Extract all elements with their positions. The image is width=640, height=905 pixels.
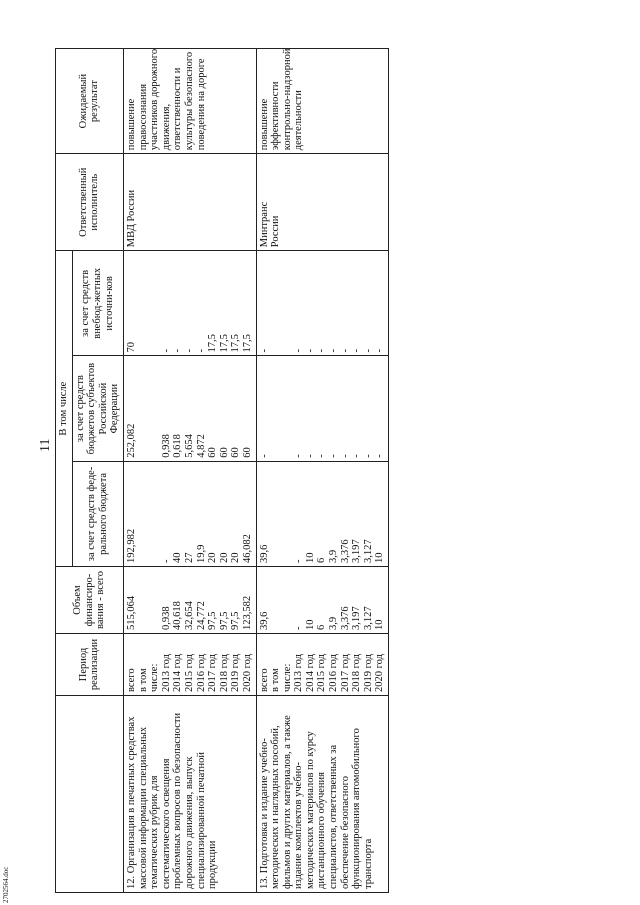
responsible-header: Ответственный исполнитель xyxy=(56,154,124,251)
activity-cell-line: методических и наглядных пособий, xyxy=(270,725,282,889)
activity-cell-line: дорожного движения, выпуск xyxy=(183,756,195,889)
result-cell xyxy=(256,49,389,154)
extrabudget-cell-line xyxy=(149,254,161,352)
period-cell-line: в том xyxy=(137,668,149,692)
result-header: Ожидаемый результат xyxy=(56,49,124,154)
period-cell-line: всего xyxy=(258,668,270,692)
regional-cell-line: - xyxy=(362,454,374,458)
regional-cell-line: - xyxy=(258,454,270,458)
extrabudget-cell-line: - xyxy=(339,349,351,353)
result-cell-line: контрольно-надзорной xyxy=(281,48,293,151)
extrabudget-cell-line: - xyxy=(183,349,195,353)
total-cell-line: 97,5 xyxy=(218,611,230,630)
total-cell-line: 10 xyxy=(304,619,316,630)
regional-cell-line xyxy=(270,360,282,458)
period-cell xyxy=(123,634,256,696)
total-cell-line xyxy=(149,570,161,630)
federal-cell-line: 19,9 xyxy=(195,544,207,563)
period-cell-line: 2016 год xyxy=(328,654,340,692)
period-cell-line: в том xyxy=(270,668,282,692)
extrabudget-cell xyxy=(123,251,256,356)
total-cell-line xyxy=(270,570,282,630)
federal-cell-line: 3,376 xyxy=(339,539,351,563)
activity-cell-line: издание комплектов учебно- xyxy=(293,761,305,889)
total-cell-line: 3,127 xyxy=(362,606,374,630)
result-cell-line: движения, xyxy=(160,103,172,151)
activity-cell-line: специалистов, ответственных за xyxy=(328,744,340,889)
federal-cell-line: 40 xyxy=(172,552,184,563)
federal-cell-line xyxy=(282,465,294,563)
page-number: 11 xyxy=(38,438,53,452)
federal-cell-line xyxy=(270,465,282,563)
result-cell-line: деятельности xyxy=(293,90,305,151)
total-cell-line: 97,5 xyxy=(207,611,219,630)
activity-cell-line: методических материалов по курсу xyxy=(304,731,316,889)
regional-cell-line: 60 xyxy=(218,447,230,458)
financing-table-sheet xyxy=(55,48,630,893)
total-cell-line: 0,938 xyxy=(160,606,172,630)
period-cell-line: 2015 год xyxy=(183,654,195,692)
period-cell-line: числе: xyxy=(149,663,161,692)
result-cell xyxy=(123,49,256,154)
federal-cell-line: 3,127 xyxy=(362,539,374,563)
total-cell-line: 6 xyxy=(316,624,328,630)
regional-cell-line: - xyxy=(374,454,386,458)
total-cell xyxy=(256,567,389,634)
result-cell-line: повышение xyxy=(258,98,270,151)
federal-cell xyxy=(123,461,256,566)
period-cell-line: 2013 год xyxy=(293,654,305,692)
extrabudget-cell-line: - xyxy=(304,349,316,353)
extrabudget-cell-line: 17,5 xyxy=(207,334,219,353)
extrabudget-cell-line: - xyxy=(172,349,184,353)
regional-cell-line: - xyxy=(351,454,363,458)
extrabudget-cell-line: 17,5 xyxy=(230,334,242,353)
including-header: В том числе xyxy=(56,251,73,567)
activity-cell-line: продукции xyxy=(207,840,219,889)
federal-cell-line: 3,9 xyxy=(328,549,340,563)
file-name: 2702564.doc xyxy=(2,866,10,903)
period-cell-line: 2018 год xyxy=(218,654,230,692)
federal-cell-line xyxy=(138,465,150,563)
activity-cell-line: тематических рубрик для xyxy=(149,775,161,889)
extrabudget-cell-line: - xyxy=(316,349,328,353)
regional-cell-line: - xyxy=(304,454,316,458)
federal-cell-line: 3,197 xyxy=(351,539,363,563)
period-cell-line: 2015 год xyxy=(316,654,328,692)
period-cell-line: 2016 год xyxy=(195,654,207,692)
extrabudget-cell-line: - xyxy=(374,349,386,353)
activity-cell-line: дистанционного обучения xyxy=(316,772,328,889)
total-cell-line: 24,772 xyxy=(195,601,207,630)
total-cell xyxy=(123,567,256,634)
result-cell-line: участников дорожного xyxy=(149,48,161,151)
activity-cell-line: фильмов и других материалов, а также xyxy=(281,715,293,889)
extrabudget-cell-line: - xyxy=(160,349,172,353)
result-cell-line: эффективности xyxy=(270,81,282,151)
federal-cell-line: 20 xyxy=(218,552,230,563)
regional-cell-line: - xyxy=(293,454,305,458)
period-cell xyxy=(256,634,389,696)
activity-cell-line: 12. Организация в печатных средствах xyxy=(125,716,137,889)
total-cell-line: 40,618 xyxy=(172,601,184,630)
federal-cell-line: - xyxy=(293,559,305,563)
extrabudget-cell-line: - xyxy=(293,349,305,353)
extrabudget-cell-line: - xyxy=(195,349,207,353)
activity-cell xyxy=(123,696,256,893)
activity-cell-line: функционирования автомобильного xyxy=(351,728,363,889)
regional-cell-line: 60 xyxy=(207,447,219,458)
extrabudget-cell-line: 17,5 xyxy=(218,334,230,353)
regional-cell-line: 5,654 xyxy=(183,434,195,458)
regional-cell-line: - xyxy=(339,454,351,458)
responsible-cell xyxy=(123,154,256,251)
extrabudget-cell xyxy=(256,251,389,356)
table-row xyxy=(256,49,389,893)
federal-cell-line: 39,6 xyxy=(258,544,270,563)
total-cell-line xyxy=(282,570,294,630)
result-cell-line: культуры безопасного xyxy=(183,51,195,151)
period-cell-line: числе: xyxy=(281,663,293,692)
extrabudget-cell-line: - xyxy=(258,349,270,353)
activity-cell-line: обеспечение безопасного xyxy=(339,776,351,889)
result-cell-line: правосознания xyxy=(137,83,149,151)
activity-cell-line: специализированной печатной xyxy=(195,751,207,889)
total-cell-line: 39,6 xyxy=(258,611,270,630)
total-cell-line: 3,9 xyxy=(328,616,340,630)
regional-cell-line: - xyxy=(328,454,340,458)
regional-cell-line: 60 xyxy=(230,447,242,458)
federal-header: за счет средств феде-рального бюджета xyxy=(72,461,123,566)
responsible-cell xyxy=(256,154,389,251)
period-cell-line: 2017 год xyxy=(339,654,351,692)
extrabudget-cell-line: - xyxy=(351,349,363,353)
result-cell-line: повышение xyxy=(125,98,137,151)
regional-cell xyxy=(123,356,256,461)
period-header: Период реализации xyxy=(56,634,124,696)
total-cell-line: 3,197 xyxy=(351,606,363,630)
period-cell-line: 2020 год xyxy=(241,654,253,692)
regional-cell-line: 252,082 xyxy=(125,423,137,458)
period-cell-line: 2017 год xyxy=(207,654,219,692)
federal-cell-line: 192,982 xyxy=(125,528,137,563)
financing-table xyxy=(55,48,389,893)
activity-header xyxy=(56,696,124,893)
extrabudget-cell-line: - xyxy=(328,349,340,353)
extrabudget-cell-line xyxy=(282,254,294,352)
total-cell-line: 3,376 xyxy=(339,606,351,630)
regional-cell xyxy=(256,356,389,461)
responsible-cell-line: МВД России xyxy=(125,189,137,248)
total-cell-line: 123,582 xyxy=(241,595,253,630)
regional-header: за счет средств бюджетов субъектов Российской Федерации xyxy=(72,356,123,461)
federal-cell-line: 46,082 xyxy=(241,534,253,563)
period-cell-line: всего xyxy=(125,668,137,692)
activity-cell xyxy=(256,696,389,893)
total-cell-line: 515,064 xyxy=(125,595,137,630)
federal-cell-line xyxy=(149,465,161,563)
activity-cell-line: транспорта xyxy=(362,838,374,889)
total-header: Объем финансиро-вания - всего xyxy=(56,567,124,634)
activity-cell-line: массовой информации специальных xyxy=(137,726,149,889)
regional-cell-line xyxy=(138,360,150,458)
total-cell-line: 10 xyxy=(374,619,386,630)
regional-cell-line: 4,872 xyxy=(195,434,207,458)
total-cell-line: 32,654 xyxy=(183,601,195,630)
regional-cell-line: 60 xyxy=(241,447,253,458)
extrabudget-cell-line: 70 xyxy=(125,342,137,353)
period-cell-line: 2020 год xyxy=(374,654,386,692)
extrabudget-cell-line xyxy=(138,254,150,352)
period-cell-line: 2018 год xyxy=(351,654,363,692)
federal-cell-line: 10 xyxy=(374,552,386,563)
table-row xyxy=(123,49,256,893)
federal-cell xyxy=(256,461,389,566)
activity-cell-line: 13. Подготовка и издание учебно- xyxy=(258,738,270,889)
extrabudget-cell-line xyxy=(270,254,282,352)
period-cell-line: 2019 год xyxy=(362,654,374,692)
responsible-cell-line: Минтранс xyxy=(258,201,270,248)
period-cell-line: 2014 год xyxy=(304,654,316,692)
result-cell-line: ответственности и xyxy=(172,67,184,151)
federal-cell-line: 20 xyxy=(230,552,242,563)
federal-cell-line: 10 xyxy=(304,552,316,563)
regional-cell-line: - xyxy=(316,454,328,458)
federal-cell-line: 20 xyxy=(207,552,219,563)
period-cell-line: 2013 год xyxy=(160,654,172,692)
regional-cell-line xyxy=(282,360,294,458)
total-cell-line: - xyxy=(293,626,305,630)
total-cell-line: 97,5 xyxy=(230,611,242,630)
regional-cell-line: 0,618 xyxy=(172,434,184,458)
period-cell-line: 2014 год xyxy=(172,654,184,692)
extrabudget-cell-line: 17,5 xyxy=(241,334,253,353)
federal-cell-line: - xyxy=(160,559,172,563)
regional-cell-line xyxy=(149,360,161,458)
regional-cell-line: 0,938 xyxy=(160,434,172,458)
result-cell-line: поведения на дороге xyxy=(195,58,207,151)
responsible-cell-line: России xyxy=(270,215,282,248)
period-cell-line: 2019 год xyxy=(230,654,242,692)
federal-cell-line: 27 xyxy=(183,552,195,563)
activity-cell-line: систематического освещения xyxy=(160,758,172,889)
federal-cell-line: 6 xyxy=(316,557,328,563)
activity-cell-line: проблемных вопросов по безопасности xyxy=(172,712,184,889)
total-cell-line xyxy=(138,570,150,630)
extrabudget-cell-line: - xyxy=(362,349,374,353)
extrabudget-header: за счет средств внебюд-жетных источни-ков xyxy=(72,251,123,356)
